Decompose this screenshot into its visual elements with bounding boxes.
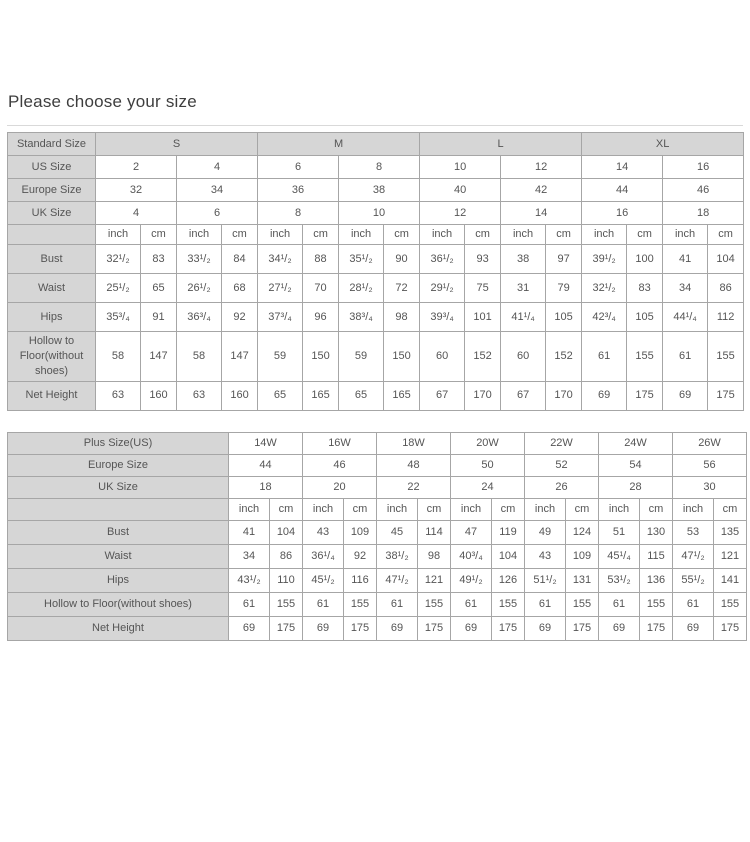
table-cell: 69 [303,616,344,640]
table-cell: 86 [270,544,303,568]
table-cell: 98 [384,303,420,332]
table-cell: cm [418,498,451,520]
table-cell: cm [303,225,339,245]
measure-row [8,274,744,303]
table-cell: 48 [377,454,451,476]
table-cell: 121 [418,568,451,592]
table-cell: 150 [384,332,420,382]
table-cell: 91 [141,303,177,332]
table-cell: 53¹/₂ [599,568,640,592]
table-cell: 110 [270,568,303,592]
row-label: Bust [8,520,229,544]
measure-row [8,568,747,592]
table-cell: inch [96,225,141,245]
measure-row [8,544,747,568]
table-cell: 50 [451,454,525,476]
table-cell: 26W [673,432,747,454]
table-cell: 83 [141,245,177,274]
table-cell: 46 [303,454,377,476]
table-cell: 38 [339,179,420,202]
table-cell: 69 [663,381,708,410]
table-cell: 56 [673,454,747,476]
table-cell: 175 [640,616,673,640]
table-cell: 53 [673,520,714,544]
table-cell: inch [451,498,492,520]
table-cell: 37³/₄ [258,303,303,332]
table-cell: 67 [420,381,465,410]
table-cell: 41 [229,520,270,544]
table-cell: 61 [663,332,708,382]
size-row [8,202,744,225]
table-cell: 20W [451,432,525,454]
table-cell: 38³/₄ [339,303,384,332]
table-cell: 43 [525,544,566,568]
table-cell: 160 [222,381,258,410]
row-label: Europe Size [8,179,96,202]
table-cell: 175 [708,381,744,410]
table-cell: 38 [501,245,546,274]
table-cell: 2 [96,156,177,179]
table-cell: 63 [177,381,222,410]
table-cell: 135 [714,520,747,544]
table-cell: 4 [177,156,258,179]
table-cell: inch [229,498,270,520]
table-cell: 18 [229,476,303,498]
table-cell: 109 [566,544,599,568]
table-cell: 45 [377,520,418,544]
table-cell: 69 [229,616,270,640]
measure-row [8,520,747,544]
table-cell: 93 [465,245,501,274]
table-cell: 65 [339,381,384,410]
table-cell: 44¹/₄ [663,303,708,332]
size-row [8,454,747,476]
table-cell: 24W [599,432,673,454]
table-cell: 46 [663,179,744,202]
table-cell: 61 [229,592,270,616]
table-cell: 45¹/₂ [303,568,344,592]
table-cell: 34¹/₂ [258,245,303,274]
table-cell: 69 [582,381,627,410]
table-cell: 47 [451,520,492,544]
table-cell: 104 [270,520,303,544]
table-cell: 65 [141,274,177,303]
size-row [8,179,744,202]
table-cell: 26 [525,476,599,498]
row-label: UK Size [8,202,96,225]
table-cell: 20 [303,476,377,498]
table-cell: cm [384,225,420,245]
table-cell: 40 [420,179,501,202]
table-cell: 69 [451,616,492,640]
table-cell: 92 [222,303,258,332]
table-cell: 54 [599,454,673,476]
table-cell: 10 [339,202,420,225]
table-cell: 12 [420,202,501,225]
table-cell: inch [599,498,640,520]
table-cell: 79 [546,274,582,303]
table-cell: 60 [420,332,465,382]
table-cell: inch [339,225,384,245]
table-cell: 49¹/₂ [451,568,492,592]
table-cell: 170 [465,381,501,410]
table-cell: inch [177,225,222,245]
table-cell: 83 [627,274,663,303]
table-cell: 98 [418,544,451,568]
row-label: Standard Size [8,133,96,156]
table-cell: cm [492,498,525,520]
table-cell: 115 [640,544,673,568]
table-cell: 147 [141,332,177,382]
table-cell: 72 [384,274,420,303]
table-cell: 35³/₄ [96,303,141,332]
table-cell: 33¹/₂ [177,245,222,274]
table-cell: 69 [599,616,640,640]
table-cell: 101 [465,303,501,332]
table-cell: 126 [492,568,525,592]
table-cell: 34 [663,274,708,303]
row-label: UK Size [8,476,229,498]
table-cell: 36¹/₄ [303,544,344,568]
page-container [0,92,750,641]
table-cell: 10 [420,156,501,179]
table-cell: 155 [418,592,451,616]
table-cell: 155 [640,592,673,616]
measure-row [8,592,747,616]
table-cell: inch [501,225,546,245]
row-label: Hips [8,568,229,592]
table-cell: 147 [222,332,258,382]
table-cell: cm [566,498,599,520]
table-cell: 36 [258,179,339,202]
table-cell: 69 [525,616,566,640]
table-cell: 55¹/₂ [673,568,714,592]
measure-row [8,616,747,640]
measure-row [8,245,744,274]
table-cell: 14 [582,156,663,179]
row-label: Hollow to Floor(without shoes) [8,332,96,382]
table-cell: 58 [177,332,222,382]
row-label: Waist [8,544,229,568]
table-cell: 47¹/₂ [673,544,714,568]
table-cell: 44 [229,454,303,476]
table-cell: 61 [582,332,627,382]
table-cell: 39¹/₂ [582,245,627,274]
table-cell: 88 [303,245,339,274]
table-cell: 104 [492,544,525,568]
table-cell: 152 [465,332,501,382]
size-row [8,476,747,498]
unit-row [8,225,744,245]
table-cell: 40³/₄ [451,544,492,568]
table-cell: 36³/₄ [177,303,222,332]
table-cell: 116 [344,568,377,592]
table-cell: 61 [451,592,492,616]
table-cell: L [420,133,582,156]
table-cell: 67 [501,381,546,410]
table-cell: 84 [222,245,258,274]
table-cell: 68 [222,274,258,303]
table-cell: 22 [377,476,451,498]
table-cell: inch [258,225,303,245]
table-cell: 96 [303,303,339,332]
table-cell: 119 [492,520,525,544]
table-cell: 70 [303,274,339,303]
table-cell: 136 [640,568,673,592]
table-cell: 75 [465,274,501,303]
table-cell: 131 [566,568,599,592]
table-cell: 175 [270,616,303,640]
table-cell: 49 [525,520,566,544]
table-cell: 175 [418,616,451,640]
table-cell: 141 [714,568,747,592]
table-cell: 14 [501,202,582,225]
table-cell: 170 [546,381,582,410]
unit-row [8,498,747,520]
row-label: Hollow to Floor(without shoes) [8,592,229,616]
table-cell: 155 [492,592,525,616]
measure-row [8,332,744,382]
table-cell: 175 [714,616,747,640]
table-cell: 109 [344,520,377,544]
table-cell: cm [640,498,673,520]
table-cell: M [258,133,420,156]
table-cell: 52 [525,454,599,476]
table-cell: 4 [96,202,177,225]
table-cell: 100 [627,245,663,274]
table-cell: 104 [708,245,744,274]
table-cell: 43¹/₂ [229,568,270,592]
table-cell: 61 [377,592,418,616]
table-cell: 114 [418,520,451,544]
table-cell: 22W [525,432,599,454]
table-cell: 35¹/₂ [339,245,384,274]
table-cell: inch [420,225,465,245]
page-title: Please choose your size [8,92,197,111]
table-cell: 16 [582,202,663,225]
table-cell: 32 [96,179,177,202]
table-cell: 16W [303,432,377,454]
table-cell: 155 [627,332,663,382]
row-label: Europe Size [8,454,229,476]
table-cell: 60 [501,332,546,382]
measure-row [8,381,744,410]
table-cell: 97 [546,245,582,274]
table-cell: inch [525,498,566,520]
table-cell: 34 [229,544,270,568]
table-cell: 155 [270,592,303,616]
table-cell: 121 [714,544,747,568]
table-cell: 24 [451,476,525,498]
table-cell: 165 [303,381,339,410]
table-cell: 27¹/₂ [258,274,303,303]
table-cell: 51 [599,520,640,544]
table-cell: 32¹/₂ [582,274,627,303]
table-cell: 155 [566,592,599,616]
table-cell: inch [582,225,627,245]
table-cell: 86 [708,274,744,303]
table-cell: 36¹/₂ [420,245,465,274]
table-cell: 63 [96,381,141,410]
table-cell: 18W [377,432,451,454]
table-cell: 155 [344,592,377,616]
table-cell: cm [270,498,303,520]
table-cell: 150 [303,332,339,382]
table-cell: 30 [673,476,747,498]
table-cell: 92 [344,544,377,568]
table-cell: 51¹/₂ [525,568,566,592]
table-cell: 59 [258,332,303,382]
table-cell: S [96,133,258,156]
page-header [7,92,743,126]
table-cell: 124 [566,520,599,544]
table-cell: 14W [229,432,303,454]
table-cell: 31 [501,274,546,303]
table-cell: 47¹/₂ [377,568,418,592]
table-cell: 90 [384,245,420,274]
table-cell: 44 [582,179,663,202]
table-cell: 61 [673,592,714,616]
measure-row [8,303,744,332]
table-cell: 6 [258,156,339,179]
table-cell: 6 [177,202,258,225]
table-cell: 32¹/₂ [96,245,141,274]
table-cell: 61 [525,592,566,616]
table-cell: 8 [258,202,339,225]
table-cell: 61 [303,592,344,616]
table-cell: 25¹/₂ [96,274,141,303]
table-cell: 105 [627,303,663,332]
row-label [8,225,96,245]
table-cell: 16 [663,156,744,179]
size-row [8,432,747,454]
row-label: US Size [8,156,96,179]
table-cell: 18 [663,202,744,225]
table-cell: cm [344,498,377,520]
table-cell: 12 [501,156,582,179]
table-cell: 165 [384,381,420,410]
table-cell: 38¹/₂ [377,544,418,568]
table-cell: cm [627,225,663,245]
standard-size-table [7,132,744,411]
table-cell: 105 [546,303,582,332]
table-cell: 155 [714,592,747,616]
table-cell: 28 [599,476,673,498]
table-cell: 175 [566,616,599,640]
table-cell: 29¹/₂ [420,274,465,303]
table-cell: 152 [546,332,582,382]
table-cell: 34 [177,179,258,202]
row-label [8,498,229,520]
table-cell: 28¹/₂ [339,274,384,303]
row-label: Bust [8,245,96,274]
row-label: Net Height [8,381,96,410]
table-cell: cm [708,225,744,245]
table-cell: 42 [501,179,582,202]
table-cell: cm [465,225,501,245]
table-cell: 43 [303,520,344,544]
table-cell: 69 [377,616,418,640]
table-cell: 175 [344,616,377,640]
row-label: Net Height [8,616,229,640]
table-cell: 41¹/₄ [501,303,546,332]
table-cell: 26¹/₂ [177,274,222,303]
table-cell: inch [663,225,708,245]
row-label: Plus Size(US) [8,432,229,454]
size-row [8,156,744,179]
table-cell: cm [141,225,177,245]
table-cell: cm [546,225,582,245]
table-cell: 61 [599,592,640,616]
table-cell: cm [714,498,747,520]
group-row [8,133,744,156]
table-cell: 58 [96,332,141,382]
table-cell: 41 [663,245,708,274]
plus-size-table [7,432,747,641]
table-cell: 8 [339,156,420,179]
table-cell: 42³/₄ [582,303,627,332]
row-label: Hips [8,303,96,332]
table-cell: 39³/₄ [420,303,465,332]
table-cell: inch [377,498,418,520]
table-cell: 160 [141,381,177,410]
table-cell: inch [303,498,344,520]
table-cell: XL [582,133,744,156]
table-cell: cm [222,225,258,245]
table-cell: 155 [708,332,744,382]
table-cell: 69 [673,616,714,640]
table-cell: 130 [640,520,673,544]
table-cell: 45¹/₄ [599,544,640,568]
table-cell: 175 [627,381,663,410]
table-cell: 59 [339,332,384,382]
row-label: Waist [8,274,96,303]
table-cell: 175 [492,616,525,640]
table-cell: 112 [708,303,744,332]
table-cell: inch [673,498,714,520]
table-cell: 65 [258,381,303,410]
